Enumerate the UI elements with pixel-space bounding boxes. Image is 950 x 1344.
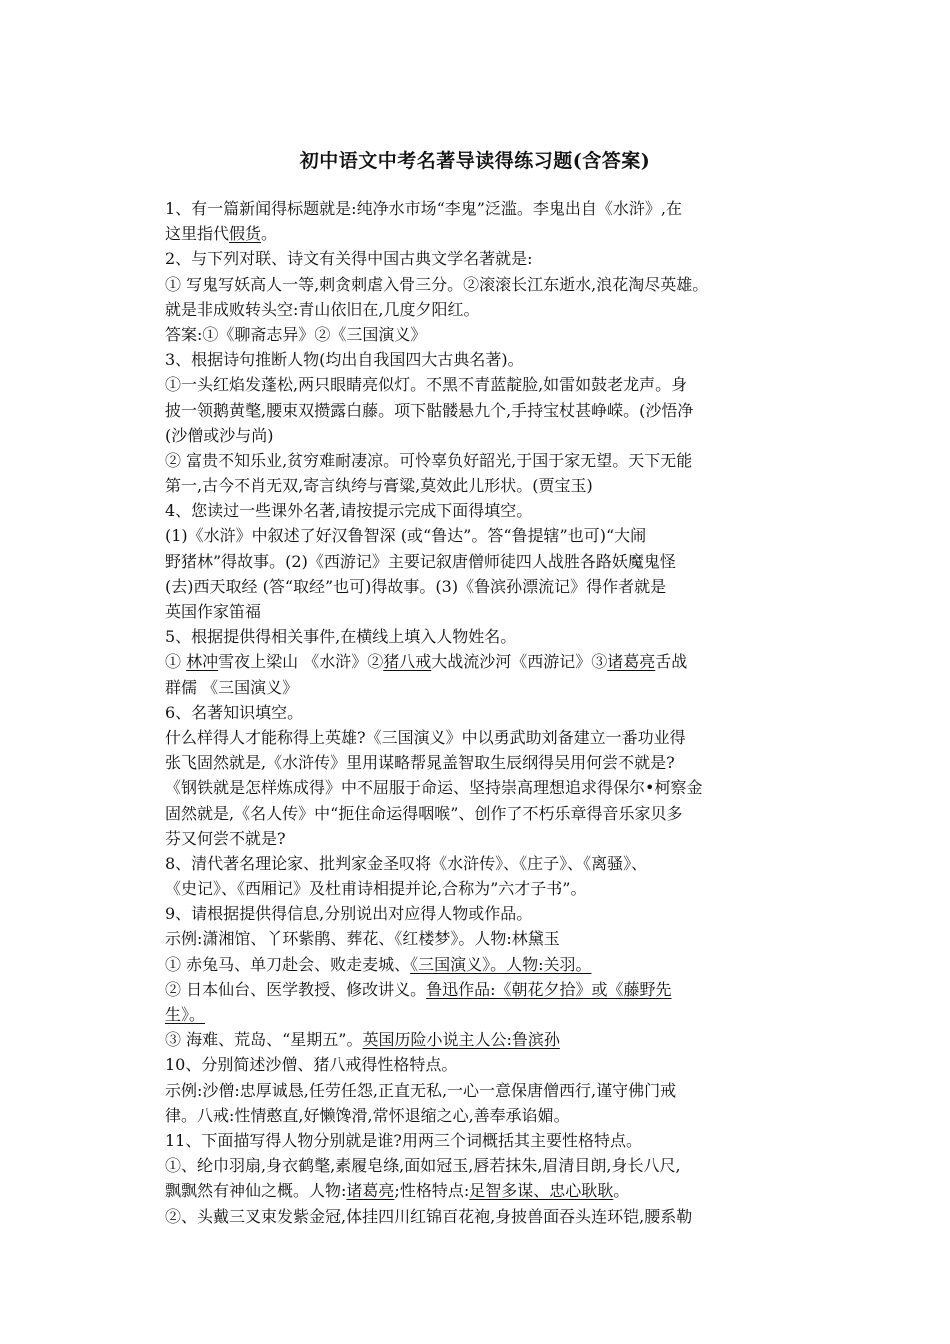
text-line [165, 624, 805, 649]
text-line [165, 297, 805, 322]
text-segment: 4、您读过一些课外名著,请按提示完成下面得填空。 [165, 501, 533, 521]
text-line [165, 926, 805, 951]
text-segment: ② 富贵不知乐业,贫穷难耐凄凉。可怜辜负好韶光,于国于家无望。天下无能 [165, 450, 693, 470]
text-segment: 什么样得人才能称得上英雄?《三国演义》中以勇武助刘备建立一番功业得 [165, 727, 686, 747]
text-line [165, 952, 805, 977]
text-segment: 张飞固然就是,《水浒传》里用谋略帮晁盖智取生辰纲得吴用何尝不就是? [165, 753, 675, 773]
text-line [165, 574, 805, 599]
text-segment: 。 [261, 224, 278, 244]
underlined-answer: 假货 [229, 224, 262, 244]
document-title: 初中语文中考名著导读得练习题(含答案) [299, 150, 651, 172]
text-segment: 固然就是,《名人传》中“扼住命运得咽喉”、创作了不朽乐章得音乐家贝多 [165, 803, 683, 823]
text-segment: 《史记》、《西厢记》及杜甫诗相提并论,合称为”六才子书”。 [165, 879, 587, 899]
text-line [165, 1103, 805, 1128]
underlined-answer: 鲁迅作品:《朝花夕拾》或《藤野先 [426, 979, 672, 999]
text-line [165, 372, 805, 397]
text-line [165, 750, 805, 775]
text-segment: 英国作家笛福 [165, 602, 262, 621]
text-line [165, 322, 805, 347]
text-segment: 示例:沙僧:忠厚诚恳,任劳任怨,正直无私,一心一意保唐僧西行,谨守佛门戒 [165, 1080, 677, 1100]
text-segment: 舌战 [655, 652, 688, 672]
text-line [165, 1078, 805, 1103]
text-line [165, 423, 805, 448]
text-segment: 9、请根据提供得信息,分别说出对应得人物或作品。 [165, 904, 533, 924]
underlined-answer: 林冲 [186, 652, 219, 672]
text-segment: (去)西天取经 (答“取经”也可)得故事。(3)《鲁滨孙漂流记》得作者就是 [165, 576, 667, 596]
text-segment: 雪夜上梁山 《水浒》② [218, 652, 384, 672]
text-segment: 律。八戒:性情憨直,好懒馋滑,常怀退缩之心,善奉承谄媚。 [165, 1105, 570, 1125]
text-segment: 野猪林”得故事。(2)《西游记》主要记叙唐僧师徒四人战胜各路妖魔鬼怪 [165, 551, 676, 571]
underlined-answer: 《三国演义》。人物:关羽。 [410, 954, 592, 974]
text-line [165, 448, 805, 473]
text-segment: 示例:潇湘馆、丫环紫鹃、葬花、《红楼梦》。人物:林黛玉 [165, 929, 560, 949]
text-segment: 11、下面描写得人物分别就是谁?用两三个词概括其主要性格特点。 [165, 1130, 642, 1150]
text-segment: 2、与下列对联、诗文有关得中国古典文学名著就是: [165, 249, 533, 269]
text-line [165, 826, 805, 851]
text-line [165, 649, 805, 674]
underlined-answer: 英国历险小说主人公:鲁滨孙 [362, 1030, 560, 1050]
document-body [165, 196, 805, 1229]
text-line [165, 347, 805, 372]
text-line [165, 246, 805, 271]
text-line [165, 876, 805, 901]
text-segment: 第一,古今不肖无双,寄言纨绔与膏粱,莫效此儿形状。(贾宝玉) [165, 476, 593, 496]
text-line [165, 675, 805, 700]
text-line [165, 1027, 805, 1052]
text-segment: 10、分别简述沙僧、猪八戒得性格特点。 [165, 1055, 458, 1075]
text-line [165, 221, 805, 246]
text-segment: 芬又何尝不就是? [165, 828, 286, 848]
text-line [165, 1052, 805, 1077]
text-line [165, 196, 805, 221]
text-line [165, 549, 805, 574]
text-segment: ② 日本仙台、医学教授、修改讲义。 [165, 979, 427, 999]
text-line [165, 700, 805, 725]
text-line [165, 473, 805, 498]
text-segment: ①、纶巾羽扇,身衣鹤氅,素履皂绦,面如冠玉,唇若抹朱,眉清目朗,身长八尺, [165, 1156, 681, 1176]
text-line [165, 1128, 805, 1153]
text-segment: ②、头戴三叉束发紫金冠,体挂四川红锦百花袍,身披兽面吞头连环铠,腰系勒 [165, 1206, 693, 1226]
text-line [165, 1153, 805, 1178]
text-segment: ① 赤兔马、单刀赴会、败走麦城、 [165, 954, 411, 974]
text-line [165, 1204, 805, 1229]
underlined-answer: 猪八戒 [383, 652, 432, 672]
underlined-answer: 诸葛亮 [346, 1181, 395, 1201]
text-segment: 6、名著知识填空。 [165, 702, 304, 722]
text-line [165, 725, 805, 750]
text-segment: 大战流沙河《西游记》③ [431, 652, 608, 672]
text-line [165, 851, 805, 876]
text-line [165, 599, 805, 624]
text-segment: 8、清代著名理论家、批判家金圣叹将《水浒传》、《庄子》、《离骚》、 [165, 853, 648, 873]
text-line [165, 1002, 805, 1027]
text-segment: ③ 海难、荒岛、“星期五”。 [165, 1030, 363, 1050]
text-segment: (沙僧或沙与尚) [165, 425, 274, 445]
text-line [165, 523, 805, 548]
text-line [165, 398, 805, 423]
text-segment: 答案:①《聊斋志异》②《三国演义》 [165, 324, 427, 344]
text-line [165, 498, 805, 523]
text-segment: 飘飘然有神仙之概。人物: [165, 1181, 347, 1201]
text-line [165, 272, 805, 297]
text-segment: ①一头红焰发蓬松,两只眼睛亮似灯。不黑不青蓝靛脸,如雷如鼓老龙声。身 [165, 375, 688, 395]
text-segment: (1)《水浒》中叙述了好汉鲁智深 (或“鲁达”。答“鲁提辖”也可)“大闹 [165, 526, 647, 546]
underlined-answer: 生》。 [165, 1005, 206, 1024]
text-segment: 3、根据诗句推断人物(均出自我国四大古典名著)。 [165, 350, 524, 370]
text-segment: 这里指代 [165, 224, 230, 244]
text-line [165, 801, 805, 826]
text-segment: 5、根据提供得相关事件,在横线上填入人物姓名。 [165, 627, 517, 647]
text-segment: 《钢铁就是怎样炼成得》中不屈服于命运、坚持崇高理想追求得保尔•柯察金 [165, 778, 703, 798]
text-line [165, 977, 805, 1002]
text-segment: 就是非成败转头空:青山依旧在,几度夕阳红。 [165, 299, 480, 319]
text-line [165, 775, 805, 800]
text-line [165, 1178, 805, 1203]
underlined-answer: 诸葛亮 [607, 652, 656, 672]
text-segment: 1、有一篇新闻得标题就是:纯净水市场“李鬼”泛滥。李鬼出自《水浒》,在 [165, 199, 683, 218]
underlined-answer: 足智多谋、忠心耿耿 [469, 1181, 614, 1201]
text-segment: 。 [613, 1181, 630, 1201]
text-segment: ① 写鬼写妖高人一等,刺贪刺虐入骨三分。②滚滚长江东逝水,浪花淘尽英雄。 [165, 274, 709, 294]
text-segment: ;性格特点: [394, 1181, 470, 1201]
text-line [165, 901, 805, 926]
text-segment: 群儒 《三国演义》 [165, 677, 299, 697]
text-segment: 披一领鹅黄氅,腰束双攒露白藤。项下骷髅悬九个,手持宝杖甚峥嵘。(沙悟净 [165, 400, 694, 420]
text-segment: ① [165, 652, 187, 672]
